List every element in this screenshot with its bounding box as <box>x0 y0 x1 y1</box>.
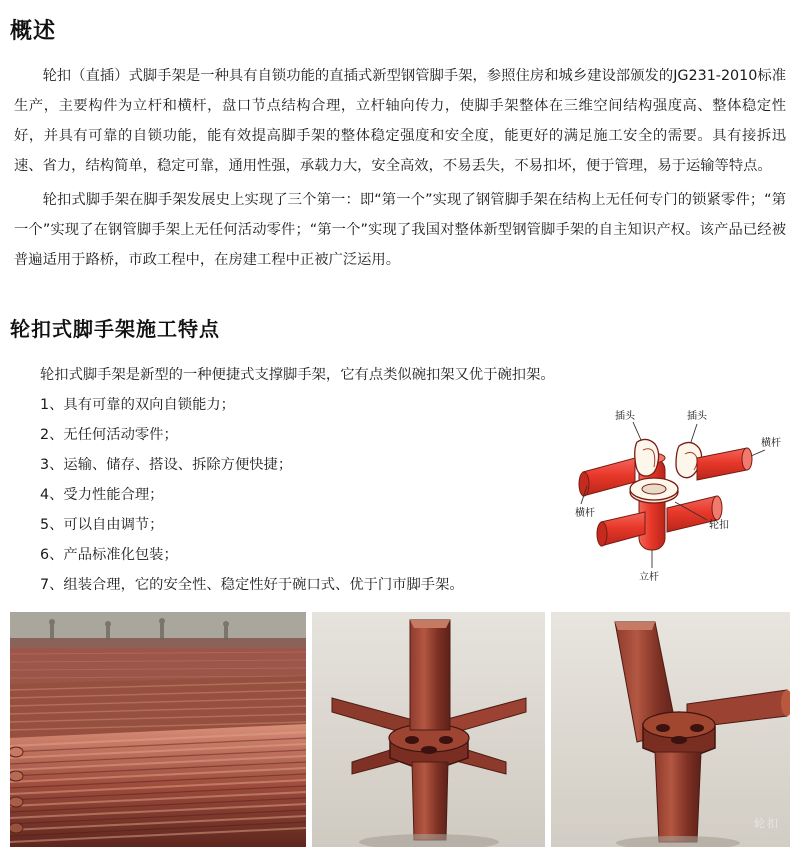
vertical-post <box>410 620 450 730</box>
diagram-left-horizontal-tube <box>579 458 635 496</box>
diagram-bottom-left-tube <box>597 512 645 546</box>
photo-rosette-node-closeup <box>312 612 545 847</box>
diagram-rosette-plate <box>630 478 678 503</box>
list-item: 7、组装合理，它的安全性、稳定性好于碗口式、优于门市脚手架。 <box>40 577 464 593</box>
photo-scaffold-tubes-stack <box>10 612 306 847</box>
photo-rosette-node-side <box>551 612 790 847</box>
diagram-label-horizontal-right: 横杆 <box>761 438 781 449</box>
diagram-plug-head-left <box>635 439 659 476</box>
page-title: 概述 <box>10 19 57 44</box>
overview-paragraph-1: 轮扣（直插）式脚手架是一种具有自锁功能的直插式新型钢管脚手架，参照住房和城乡建设部颁发的JG231-2010标准生产，主要构件为立杆和横杆，盘口节点结构合理，立杆轴向传力，使脚手架整体在三维空间结构强度高、整体稳定性好，并具有可靠的自锁功能，能有效提高脚手架的整体稳定强度和安全度，能更好的满足施工安全的需要。具有接拆迅速、省力，结构简单，稳定可靠，通用性强，承载力大，安全高效，不易丢失，不易扣坏，便于管理，易于运输等特点。 <box>14 68 786 174</box>
list-item: 5、可以自由调节； <box>40 517 164 533</box>
diagram-labels <box>575 409 781 583</box>
list-item: 6、产品标准化包装； <box>40 547 178 563</box>
diagram-label-vertical-post: 立杆 <box>639 572 659 583</box>
list-item: 2、无任何活动零件； <box>40 427 178 443</box>
photo-watermark: 轮扣 <box>754 817 780 830</box>
diagram-label-plug-left: 插头 <box>615 411 635 422</box>
diagram-right-upper-tube <box>697 448 752 480</box>
node-structure-diagram <box>575 400 790 590</box>
photo-strip <box>10 612 790 847</box>
list-item: 4、受力性能合理； <box>40 487 164 503</box>
diagram-label-horizontal-left: 横杆 <box>575 508 595 519</box>
list-item: 3、运输、储存、搭设、拆除方便快捷； <box>40 457 293 473</box>
overview-paragraph-2: 轮扣式脚手架在脚手架发展史上实现了三个第一：即“第一个”实现了钢管脚手架在结构上无任何专门的锁紧零件；“第一个”实现了在钢管脚手架上无任何活动零件；“第一个”实现了我国对整体新型钢管脚手架的自主知识产权。该产品已经被普遍适用于路桥，市政工程中，在房建工程中正被广泛运用。 <box>14 192 786 268</box>
diagram-label-plug-right: 插头 <box>687 411 707 422</box>
features-intro: 轮扣式脚手架是新型的一种便捷式支撑脚手架，它有点类似碗扣架又优于碗扣架。 <box>40 367 555 383</box>
section-title-construction-features: 轮扣式脚手架施工特点 <box>10 317 220 341</box>
diagram-label-rosette: 轮扣 <box>709 520 729 531</box>
list-item: 1、具有可靠的双向自锁能力； <box>40 397 235 413</box>
overview-section <box>0 61 800 275</box>
